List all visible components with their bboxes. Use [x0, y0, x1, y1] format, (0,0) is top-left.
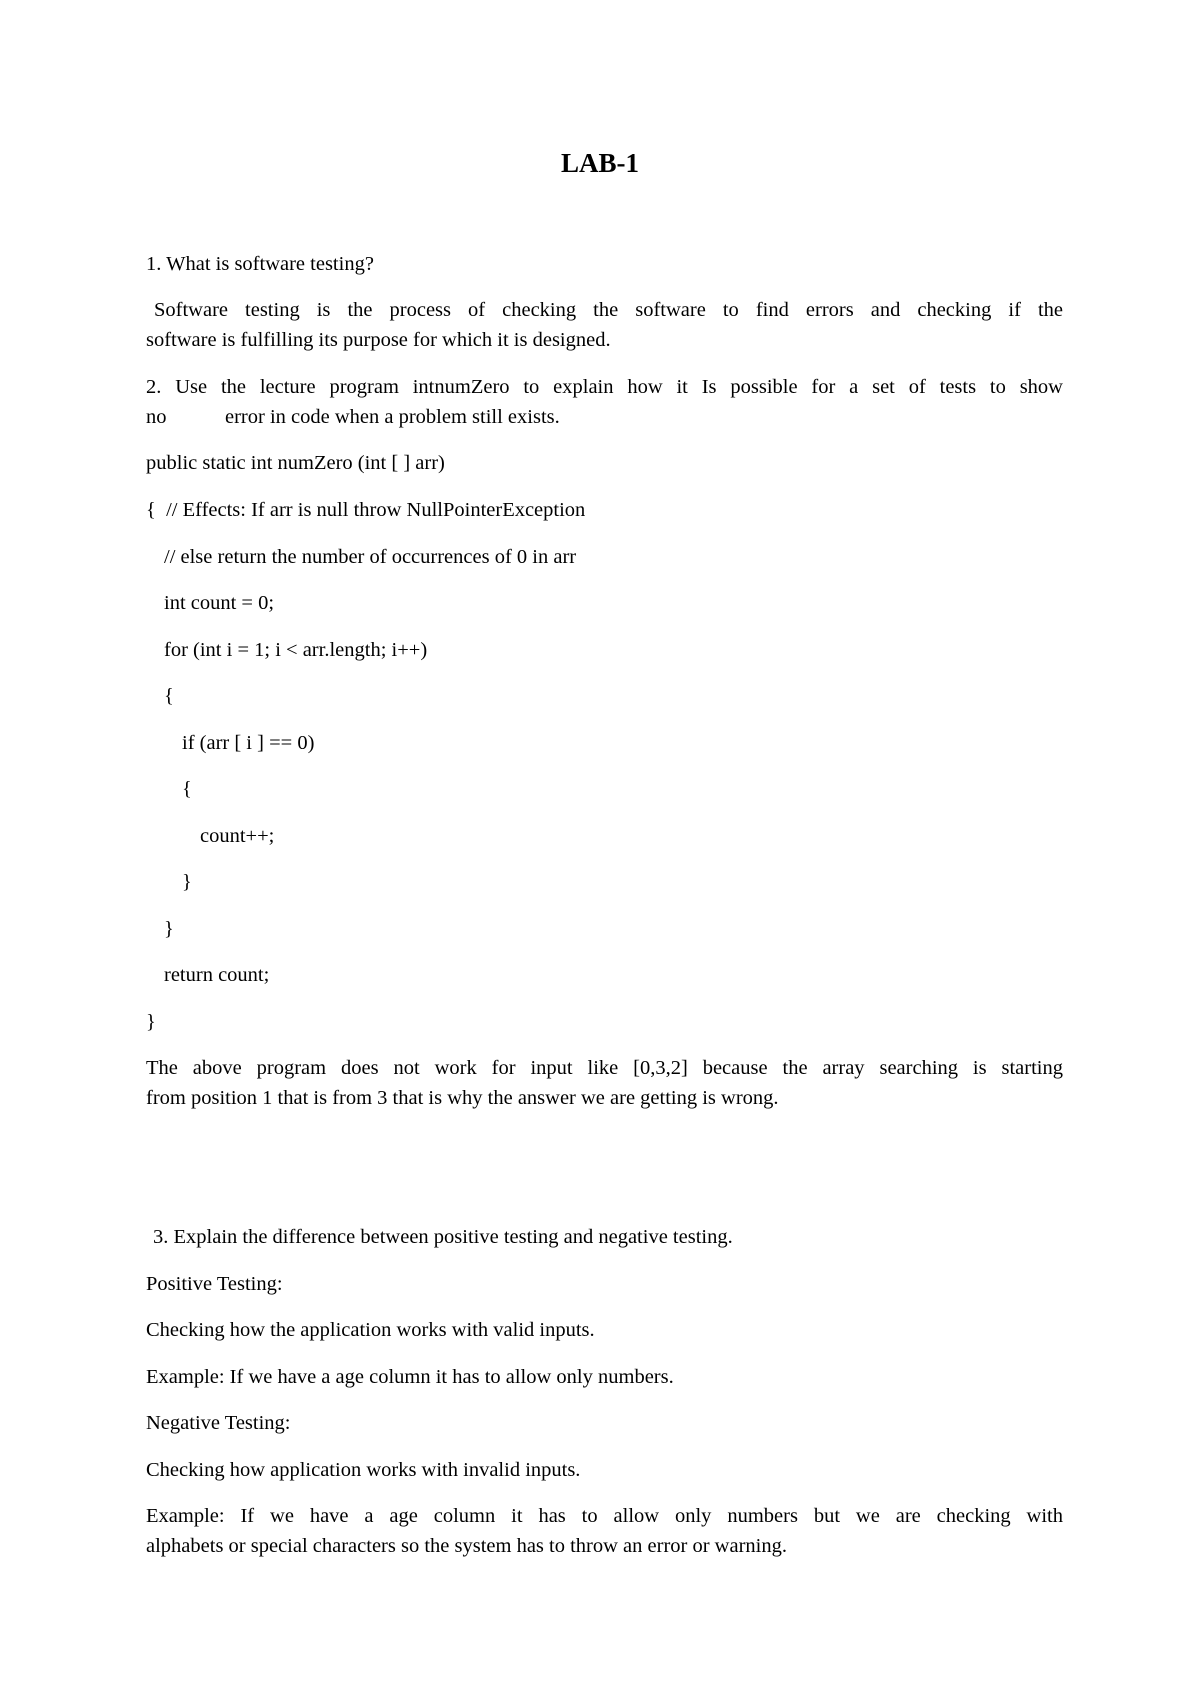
code-line: {	[164, 685, 174, 707]
question-3: 3. Explain the difference between positive testing and negative testing.	[153, 1226, 733, 1248]
document-title: LAB-1	[560, 148, 639, 178]
answer-1-line-1: Software testing is the process of checking the software to find errors and checking if the	[154, 299, 1063, 321]
code-line: if (arr [ i ] == 0)	[182, 732, 315, 754]
code-line: count++;	[200, 825, 275, 847]
positive-testing-example: Example: If we have a age column it has to allow only numbers.	[146, 1366, 674, 1388]
code-line: {	[182, 778, 192, 800]
answer-2-line-2: from position 1 that is from 3 that is why the answer we are getting is wrong.	[146, 1087, 779, 1109]
code-line: { // Effects: If arr is null throw NullPointerException	[146, 499, 586, 521]
question-2-line-2a: no	[146, 406, 167, 428]
question-1: 1. What is software testing?	[146, 253, 374, 275]
negative-testing-example-line-1: Example: If we have a age column it has to allow only numbers but we are checking with	[146, 1505, 1063, 1527]
negative-testing-example-line-2: alphabets or special characters so the system has to throw an error or warning.	[146, 1535, 787, 1557]
code-line: }	[164, 918, 174, 940]
positive-testing-description: Checking how the application works with valid inputs.	[146, 1319, 595, 1341]
code-line: public static int numZero (int [ ] arr)	[146, 452, 445, 474]
question-2-line-1: 2. Use the lecture program intnumZero to explain how it Is possible for a set of tests to show	[146, 376, 1063, 398]
question-2-line-2b: error in code when a problem still exists.	[225, 406, 560, 428]
code-line: // else return the number of occurrences of 0 in arr	[164, 546, 577, 568]
answer-2-line-1: The above program does not work for input like [0,3,2] because the array searching is starting	[146, 1057, 1063, 1079]
positive-testing-heading: Positive Testing:	[146, 1273, 283, 1295]
code-line: return count;	[164, 964, 270, 986]
code-line: }	[182, 871, 192, 893]
negative-testing-heading: Negative Testing:	[146, 1412, 291, 1434]
code-line: for (int i = 1; i < arr.length; i++)	[164, 639, 428, 661]
code-line: }	[146, 1011, 156, 1033]
negative-testing-description: Checking how application works with invalid inputs.	[146, 1459, 581, 1481]
answer-1-line-2: software is fulfilling its purpose for which it is designed.	[146, 329, 611, 351]
code-line: int count = 0;	[164, 592, 275, 614]
